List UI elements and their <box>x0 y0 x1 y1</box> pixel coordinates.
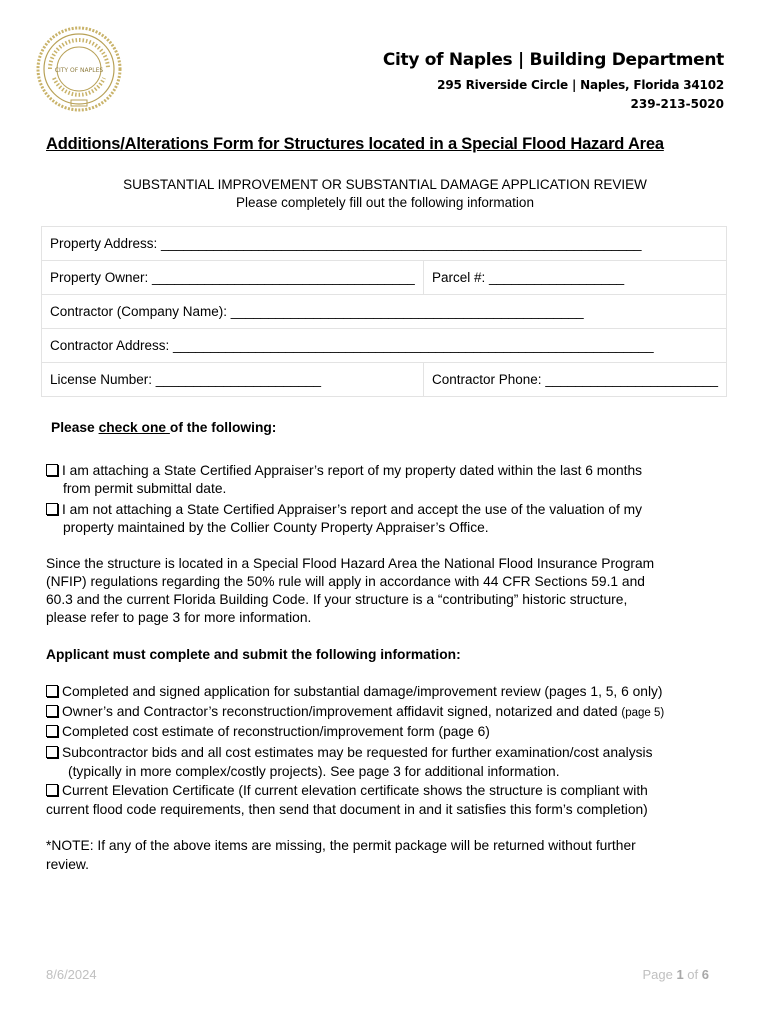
checkbox-signed-application[interactable] <box>46 685 58 697</box>
option-appraiser-attached-cont: from permit submittal date. <box>63 481 227 496</box>
required-item: Completed cost estimate of reconstruction/improvement form (page 6) <box>46 723 490 741</box>
option-appraiser-attached: I am attaching a State Certified Appraiser’s report of my property dated within the last 6 months <box>46 462 642 480</box>
form-title: Additions/Alterations Form for Structures located in a Special Flood Hazard Area <box>46 135 664 153</box>
form-instruction: Please completely fill out the following information <box>236 195 534 210</box>
check-one-emphasis: check one <box>98 420 170 435</box>
property-address-field[interactable]: Property Address: ________________________________________________________________ <box>42 227 727 261</box>
org-phone: 239-213-5020 <box>630 97 724 111</box>
required-item: Subcontractor bids and all cost estimates may be requested for further examination/cost analysis <box>46 744 653 762</box>
contractor-company-field[interactable]: Contractor (Company Name): _______________________________________________ <box>42 295 727 329</box>
checkbox-affidavit[interactable] <box>46 705 58 717</box>
required-item: Current Elevation Certificate (If current elevation certificate shows the structure is compliant with <box>46 782 648 800</box>
required-item-cont: current flood code requirements, then send that document in and it satisfies this form’s completion) <box>46 802 648 817</box>
applicant-heading: Applicant must complete and submit the following information: <box>46 647 461 662</box>
checkbox-subcontractor-bids[interactable] <box>46 746 58 758</box>
contractor-address-field[interactable]: Contractor Address: ________________________________________________________________ <box>42 329 727 363</box>
option-appraiser-not-attached-cont: property maintained by the Collier County Property Appraiser’s Office. <box>63 520 489 535</box>
check-one-heading: Please check one of the following: <box>51 420 277 435</box>
seal-text: CITY OF NAPLES <box>54 67 104 74</box>
required-item-cont: (typically in more complex/costly projects). See page 3 for additional information. <box>68 764 560 779</box>
form-subtitle: SUBSTANTIAL IMPROVEMENT OR SUBSTANTIAL DAMAGE APPLICATION REVIEW <box>123 177 647 192</box>
checkbox-appraiser-attached[interactable] <box>46 464 58 476</box>
footer-page-number: Page 1 of 6 <box>642 967 709 982</box>
applicant-info-table <box>41 226 727 397</box>
checkbox-appraiser-not-attached[interactable] <box>46 503 58 515</box>
required-item: Completed and signed application for substantial damage/improvement review (pages 1, 5, 6 only) <box>46 683 663 701</box>
nfip-paragraph-line: Since the structure is located in a Special Flood Hazard Area the National Flood Insurance Program <box>46 556 655 571</box>
contractor-phone-field[interactable]: Contractor Phone: _______________________ <box>424 363 727 397</box>
footer-date: 8/6/2024 <box>46 967 97 982</box>
letterhead <box>383 50 724 111</box>
license-number-field[interactable]: License Number: ______________________ <box>42 363 424 397</box>
checkbox-elevation-certificate[interactable] <box>46 784 58 796</box>
org-address: 295 Riverside Circle | Naples, Florida 34102 <box>437 78 724 92</box>
note-line: *NOTE: If any of the above items are missing, the permit package will be returned without further <box>46 838 636 853</box>
note-line: review. <box>46 857 89 872</box>
option-appraiser-not-attached: I am not attaching a State Certified Appraiser’s report and accept the use of the valuation of my <box>46 501 642 519</box>
nfip-paragraph-line: 60.3 and the current Florida Building Code. If your structure is a “contributing” historic structure, <box>46 592 628 607</box>
property-owner-field[interactable]: Property Owner: ___________________________________ <box>42 261 424 295</box>
org-name: City of Naples | Building Department <box>382 50 724 70</box>
city-seal-logo <box>36 26 122 112</box>
required-item: Owner’s and Contractor’s reconstruction/improvement affidavit signed, notarized and dated (page 5) <box>46 703 664 722</box>
checkbox-cost-estimate[interactable] <box>46 725 58 737</box>
nfip-paragraph-line: (NFIP) regulations regarding the 50% rule will apply in accordance with 44 CFR Sections 59.1 and <box>46 574 645 589</box>
nfip-paragraph-line: please refer to page 3 for more information. <box>46 610 312 625</box>
page-reference: (page 5) <box>621 707 665 719</box>
parcel-field[interactable]: Parcel #: __________________ <box>424 261 727 295</box>
